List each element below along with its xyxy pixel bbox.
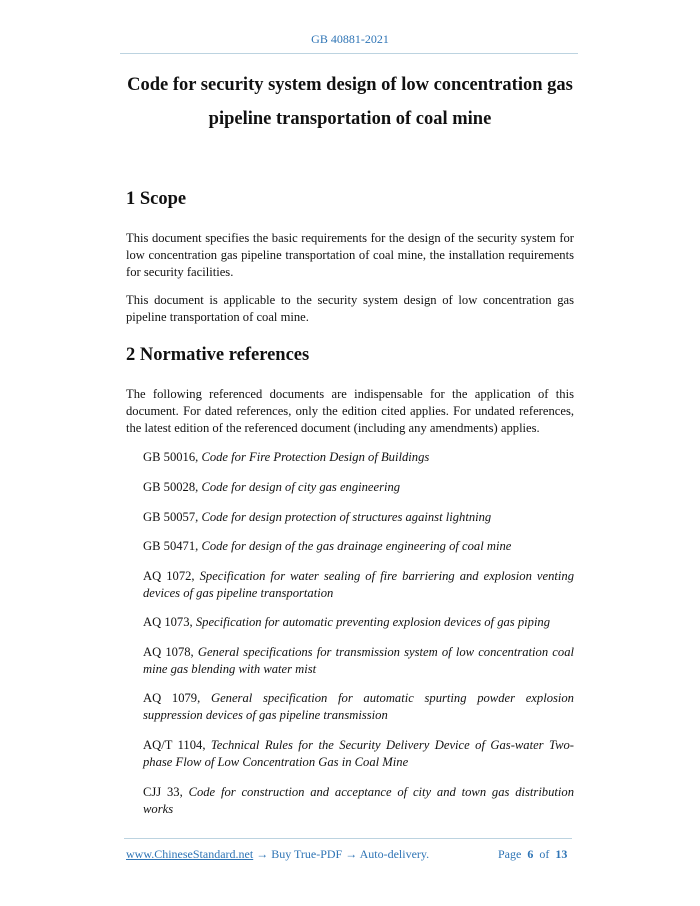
reference-item bbox=[143, 479, 574, 496]
normative-references-intro: The following referenced documents are indispensable for the application of this document. For dated references, only the edition cited applies. For undated references, the latest edition of the referenced document (including any amendments) applies. bbox=[126, 387, 574, 435]
reference-code: AQ 1073, bbox=[143, 615, 193, 629]
reference-item bbox=[143, 784, 574, 818]
reference-code: GB 50057, bbox=[143, 510, 199, 524]
reference-item bbox=[143, 614, 574, 631]
header-divider bbox=[120, 53, 578, 54]
arrow-right-icon: → bbox=[345, 847, 358, 861]
footer-promo bbox=[126, 847, 429, 862]
scope-paragraph-2: This document is applicable to the security system design of low concentration gas pipeline transportation of coal mine. bbox=[126, 293, 574, 324]
reference-title: Technical Rules for the Security Delivery Device of Gas-water Two-phase Flow of Low Concentration Gas in Coal Mine bbox=[143, 738, 574, 769]
reference-code: CJJ 33, bbox=[143, 785, 183, 799]
arrow-right-icon: → bbox=[256, 847, 269, 861]
current-page: 6 bbox=[527, 847, 534, 861]
reference-item bbox=[143, 509, 574, 526]
reference-title: Code for design protection of structures against lightning bbox=[201, 510, 492, 524]
reference-item bbox=[143, 449, 574, 466]
reference-title: General specification for automatic spurting powder explosion suppression devices of gas pipeline transmission bbox=[143, 691, 574, 722]
chinesestandard-link[interactable]: www.ChineseStandard.net bbox=[126, 847, 254, 861]
document-title-line-1: Code for security system design of low concentration gas bbox=[127, 75, 573, 95]
reference-title: Code for Fire Protection Design of Buildings bbox=[201, 450, 430, 464]
document-title-line-2: pipeline transportation of coal mine bbox=[208, 109, 492, 129]
section-heading-normative-references: 2 Normative references bbox=[126, 345, 310, 365]
reference-code: AQ/T 1104, bbox=[143, 738, 206, 752]
page-indicator: Page 6 of 13 bbox=[498, 847, 568, 861]
reference-code: AQ 1079, bbox=[143, 691, 201, 705]
reference-title: Specification for automatic preventing explosion devices of gas piping bbox=[195, 615, 551, 629]
reference-item bbox=[143, 690, 574, 724]
footer-divider bbox=[124, 838, 572, 839]
reference-title: Specification for water sealing of fire barriering and explosion venting devices of gas pipeline transportation bbox=[143, 569, 574, 600]
reference-item bbox=[143, 644, 574, 678]
scope-paragraph-1: This document specifies the basic requirements for the design of the security system for low concentration gas pipeline transportation of coal mine, the installation requirements for security facilities. bbox=[126, 231, 574, 279]
reference-item bbox=[143, 538, 574, 555]
auto-delivery-text: Auto-delivery. bbox=[359, 847, 430, 861]
reference-title: Code for construction and acceptance of city and town gas distribution works bbox=[143, 785, 574, 816]
reference-title: Code for design of city gas engineering bbox=[201, 480, 401, 494]
document-id-header: GB 40881-2021 bbox=[311, 32, 389, 46]
reference-item bbox=[143, 568, 574, 602]
reference-code: AQ 1072, bbox=[143, 569, 195, 583]
reference-title: Code for design of the gas drainage engineering of coal mine bbox=[201, 539, 512, 553]
reference-code: AQ 1078, bbox=[143, 645, 194, 659]
reference-item bbox=[143, 737, 574, 771]
reference-code: GB 50016, bbox=[143, 450, 199, 464]
reference-code: GB 50028, bbox=[143, 480, 199, 494]
reference-code: GB 50471, bbox=[143, 539, 199, 553]
reference-title: General specifications for transmission system of low concentration coal mine gas blending with water mist bbox=[143, 645, 574, 676]
total-pages: 13 bbox=[555, 847, 568, 861]
section-heading-scope: 1 Scope bbox=[126, 189, 187, 209]
buy-true-pdf-text: Buy True-PDF bbox=[271, 847, 343, 861]
